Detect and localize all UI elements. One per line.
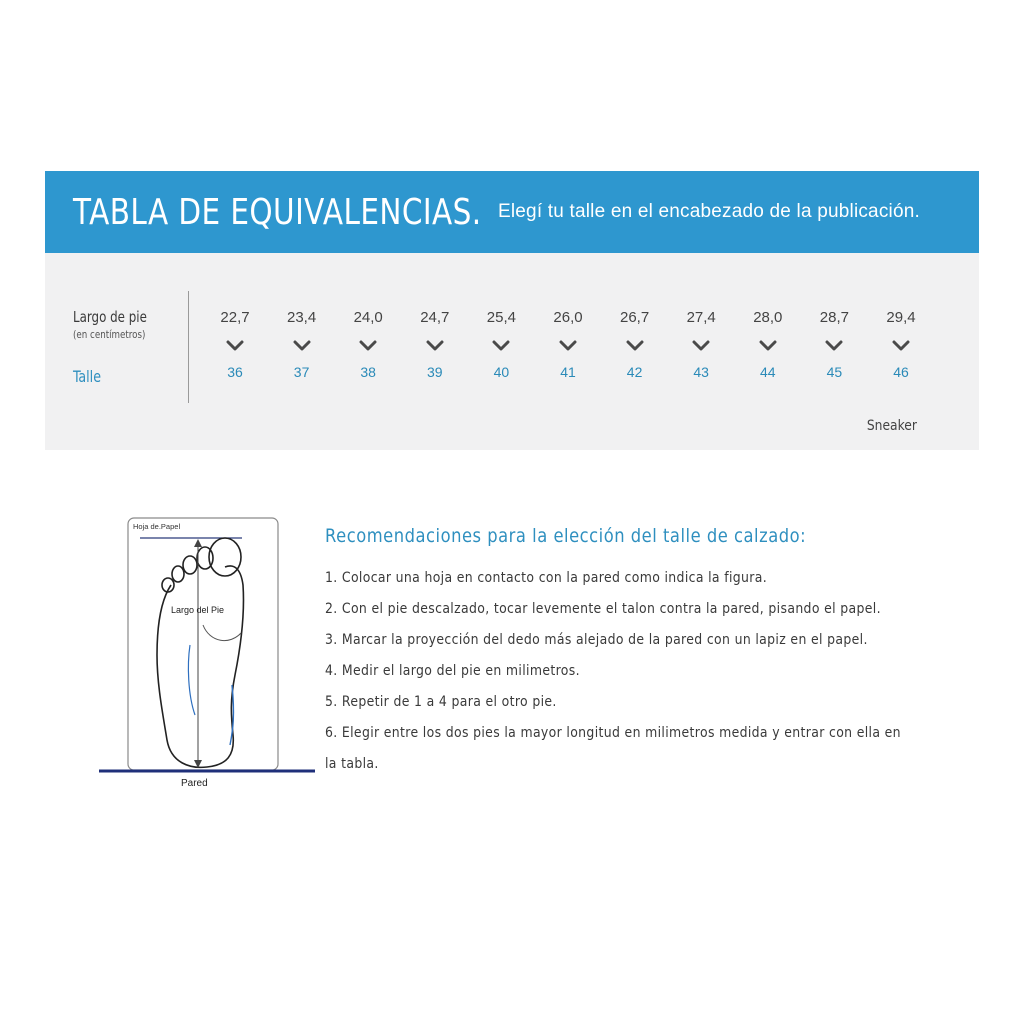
banner-title: TABLA DE EQUIVALENCIAS. xyxy=(73,191,482,233)
chevron-down-icon xyxy=(272,328,332,362)
size-column xyxy=(272,308,332,382)
size-column xyxy=(405,308,465,382)
row-label-size: Talle xyxy=(73,367,102,386)
header-banner xyxy=(45,171,979,253)
row-label-unit: (en centímetros) xyxy=(73,328,146,341)
shoe-size-value: 44 xyxy=(760,364,776,380)
foot-length-value: 25,4 xyxy=(486,309,516,326)
chevron-down-icon xyxy=(338,328,398,362)
foot-length-value: 28,0 xyxy=(753,309,783,326)
foot-length-value: 26,7 xyxy=(619,309,650,326)
foot-outline xyxy=(157,538,244,767)
size-column xyxy=(871,308,931,382)
recommendations-steps xyxy=(325,563,1024,780)
wall-label: Pared xyxy=(181,778,208,789)
recommendation-step: 5. Repetir de 1 a 4 para el otro pie. xyxy=(325,694,557,710)
foot-length-value: 24,0 xyxy=(353,309,383,326)
foot-length-value: 22,7 xyxy=(220,309,250,326)
recommendation-step: 4. Medir el largo del pie en milimetros. xyxy=(325,663,580,679)
shoe-size-value: 43 xyxy=(693,364,709,380)
size-column xyxy=(605,308,665,382)
arrow-head-top xyxy=(194,539,202,547)
shoe-size-value: 41 xyxy=(560,364,576,380)
shoe-size-value: 38 xyxy=(360,364,376,380)
foot-length-value: 26,0 xyxy=(553,309,583,326)
chevron-down-icon xyxy=(205,328,265,362)
arch-line xyxy=(188,645,195,715)
chevron-down-icon xyxy=(605,328,665,362)
recommendation-step: 1. Colocar una hoja en contacto con la pared como indica la figura. xyxy=(325,570,768,586)
size-column xyxy=(205,308,265,382)
chevron-down-icon xyxy=(804,328,864,362)
recommendation-step: 6. Elegir entre los dos pies la mayor longitud en milimetros medida y entrar con ella en xyxy=(325,725,901,741)
foot-length-value: 28,7 xyxy=(819,309,849,326)
size-column xyxy=(338,308,398,382)
paper-label: Hoja de.Papel xyxy=(133,522,181,531)
size-table xyxy=(45,253,979,450)
shoe-size-value: 39 xyxy=(427,364,443,380)
chevron-down-icon xyxy=(405,328,465,362)
recommendation-step: la tabla. xyxy=(325,756,379,772)
chevron-down-icon xyxy=(538,328,598,362)
size-column xyxy=(471,308,531,382)
size-column xyxy=(804,308,864,382)
foot-length-value: 24,7 xyxy=(420,309,450,326)
shoe-size-value: 45 xyxy=(826,364,843,380)
foot-measurement-figure xyxy=(95,515,320,795)
table-divider xyxy=(188,291,189,403)
row-label-length: Largo de pie xyxy=(73,308,147,326)
shoe-size-value: 42 xyxy=(626,364,643,380)
foot-length-value: 29,4 xyxy=(886,309,916,326)
foot-length-value: 27,4 xyxy=(686,309,716,326)
recommendations-title: Recomendaciones para la elección del talle de calzado: xyxy=(325,525,807,547)
shoe-size-value: 36 xyxy=(227,364,243,380)
length-label: Largo del Pie xyxy=(171,605,225,615)
paper-sheet xyxy=(128,518,278,770)
chevron-down-icon xyxy=(471,328,531,362)
chevron-down-icon xyxy=(871,328,931,362)
table-footnote: Sneaker xyxy=(866,418,917,434)
size-column xyxy=(538,308,598,382)
shoe-size-value: 37 xyxy=(293,364,310,380)
chevron-down-icon xyxy=(671,328,731,362)
banner-subtitle: Elegí tu talle en el encabezado de la publicación. xyxy=(498,201,920,222)
foot-length-value: 23,4 xyxy=(286,309,317,326)
size-column xyxy=(738,308,798,382)
recommendation-step: 3. Marcar la proyección del dedo más alejado de la pared con un lapiz en el papel. xyxy=(325,632,868,648)
recommendation-step: 2. Con el pie descalzado, tocar levemente el talon contra la pared, pisando el papel. xyxy=(325,601,881,617)
shoe-size-value: 46 xyxy=(893,364,909,380)
chevron-down-icon xyxy=(738,328,798,362)
shoe-size-value: 40 xyxy=(493,364,510,380)
size-column xyxy=(671,308,731,382)
